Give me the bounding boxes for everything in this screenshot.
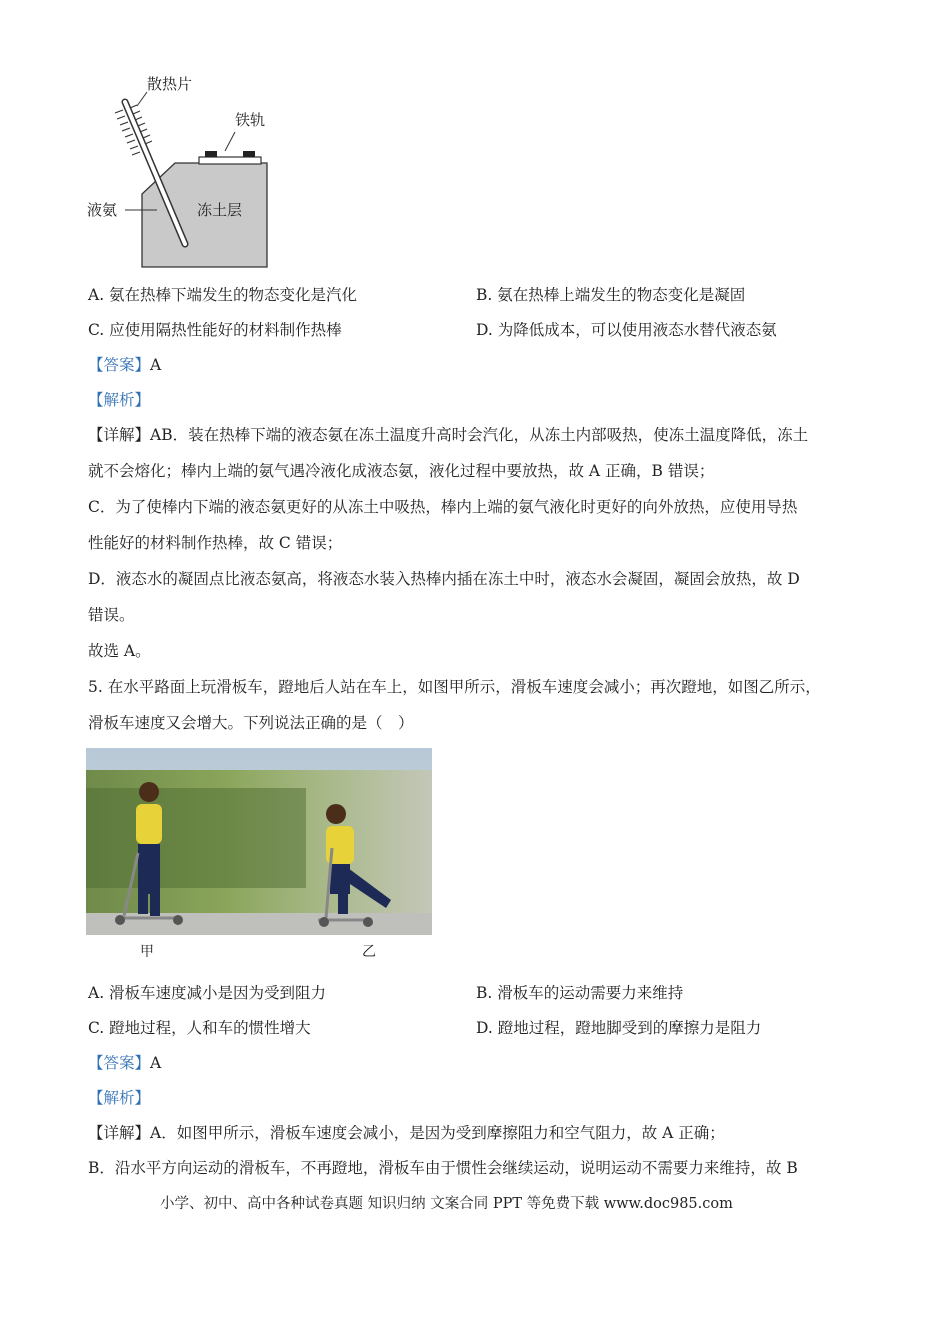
scooter-photo-svg <box>86 748 432 960</box>
q5-detail-text-1: A．如图甲所示，滑板车速度会减小，是因为受到摩擦阻力和空气阻力，故 A 正确； <box>150 1124 725 1142</box>
q4-detail-line-3: C．为了使棒内下端的液态氨更好的从冻土中吸热，棒内上端的氨气液化时更好的向外放热，应使用导热 <box>88 498 798 516</box>
rail-base <box>199 157 261 164</box>
q5-option-c: C. 蹬地过程，人和车的惯性增大 <box>88 1019 311 1037</box>
q4-detail-line-5: D．液态水的凝固点比液态氨高，将液态水装入热棒内插在冻土中时，液态水会凝固，凝固会放热，故 D <box>88 570 800 588</box>
photo-label-left: 甲 <box>140 944 154 960</box>
scooter-photo <box>86 748 432 960</box>
q4-detail-line-4: 性能好的材料制作热棒，故 C 错误； <box>88 534 343 552</box>
q4-detail-line-7: 故选 A。 <box>88 642 151 660</box>
label-ammonia: 液氨 <box>87 201 118 219</box>
heat-pipe-diagram <box>85 70 285 275</box>
label-fins: 散热片 <box>147 75 193 93</box>
heat-pipe-svg <box>85 70 285 275</box>
q5-detail-tag: 【详解】 <box>88 1124 151 1142</box>
q4-detail-line-1 <box>88 425 808 445</box>
q5-detail-line-2: B．沿水平方向运动的滑板车，不再蹬地，滑板车由于惯性会继续运动，说明运动不需要力来维持，故 B <box>88 1159 798 1177</box>
label-rail: 铁轨 <box>235 111 266 129</box>
q5-option-a: A. 滑板车速度减小是因为受到阻力 <box>88 984 327 1002</box>
q5-answer-row <box>88 1053 161 1073</box>
label-frozen-soil: 冻土层 <box>197 201 243 219</box>
q4-analysis-tag: 【解析】 <box>88 391 151 409</box>
photo-label-right: 乙 <box>362 944 376 960</box>
q4-answer-row <box>88 355 161 375</box>
q4-answer: A <box>150 356 162 374</box>
rail-right <box>243 151 255 157</box>
q4-detail-line-6: 错误。 <box>88 606 135 624</box>
q5-answer: A <box>150 1054 162 1072</box>
q5-answer-tag: 【答案】 <box>88 1054 151 1072</box>
q4-detail-tag: 【详解】 <box>88 426 151 444</box>
q4-option-a: A. 氨在热棒下端发生的物态变化是汽化 <box>88 286 358 304</box>
rail-left <box>205 151 217 157</box>
q5-detail-line-1 <box>88 1123 725 1143</box>
q5-option-b: B. 滑板车的运动需要力来维持 <box>476 984 684 1002</box>
q4-option-b: B. 氨在热棒上端发生的物态变化是凝固 <box>476 286 746 304</box>
rail-leader <box>225 132 235 151</box>
fins-leader <box>137 92 147 106</box>
q5-analysis-tag: 【解析】 <box>88 1089 151 1107</box>
q4-detail-text-1: AB．装在热棒下端的液态氨在冻土温度升高时会汽化，从冻土内部吸热，使冻土温度降低，冻土 <box>150 426 809 444</box>
q4-detail-line-2: 就不会熔化；棒内上端的氨气遇冷液化成液态氨，液化过程中要放热，故 A 正确，B 错误； <box>88 462 715 480</box>
q4-answer-tag: 【答案】 <box>88 356 151 374</box>
q5-stem-line-2: 滑板车速度又会增大。下列说法正确的是（ ） <box>88 714 414 732</box>
q4-option-d: D. 为降低成本，可以使用液态水替代液态氨 <box>476 321 777 339</box>
q5-option-d: D. 蹬地过程，蹬地脚受到的摩擦力是阻力 <box>476 1019 762 1037</box>
q5-stem-line-1: 5. 在水平路面上玩滑板车，蹬地后人站在车上，如图甲所示，滑板车速度会减小；再次蹬地，如图乙所示， <box>88 678 821 696</box>
page-footer: 小学、初中、高中各种试卷真题 知识归纳 文案合同 PPT 等免费下载 www.doc985.com <box>160 1196 733 1212</box>
q4-option-c: C. 应使用隔热性能好的材料制作热棒 <box>88 321 342 339</box>
